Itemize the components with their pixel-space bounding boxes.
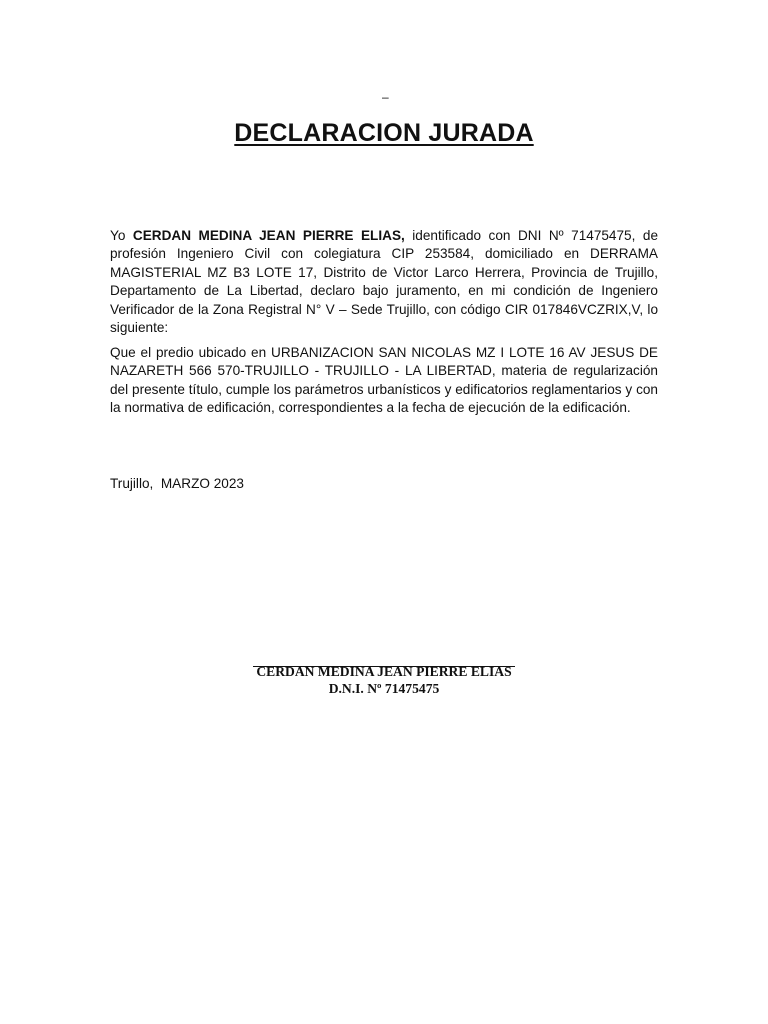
signature-dni: D.N.I. Nº 71475475 [328,681,440,696]
paragraph-1-intro: Yo [110,228,133,243]
signature-line [253,666,515,667]
paragraph-1-body: identificado con DNI Nº 71475475, de profesión Ingeniero Civil con colegiatura CIP 253584, domiciliado en DERRAMA MAGISTERIAL MZ B3 LOTE 17, Distrito de Victor Larco Herrera, Provincia de Trujillo, Departamento de La Libertad, declaro bajo juramento, en mi condición de Ingeniero Verificador de la Zona Registral N° V – Sede Trujillo, con código CIR 017846VCZRIX,V, lo siguiente: [110,228,659,336]
document-title-text: DECLARACION JURADA [234,119,534,147]
paragraph-2-body: Que el predio ubicado en URBANIZACION SAN NICOLAS MZ I LOTE 16 AV JESUS DE NAZARETH 566 570-TRUJILLO - TRUJILLO - LA LIBERTAD, materia de regularización del presente título, cumple los parámetros urbanísticos y edificatorios reglamentarios y con la normativa de edificación, correspondientes a la fecha de ejecución de la edificación. [110,345,658,416]
signature-block [0,650,768,697]
top-dash-mark: – [382,90,389,104]
declarant-name: CERDAN MEDINA JEAN PIERRE ELIAS, [132,228,405,243]
declaration-paragraph-1 [110,227,658,337]
place-date-line: Trujillo, MARZO 2023 [110,476,244,491]
document-title [0,116,768,150]
signature-name: CERDAN MEDINA JEAN PIERRE ELIAS [256,664,512,679]
declaration-paragraph-2 [110,344,658,418]
